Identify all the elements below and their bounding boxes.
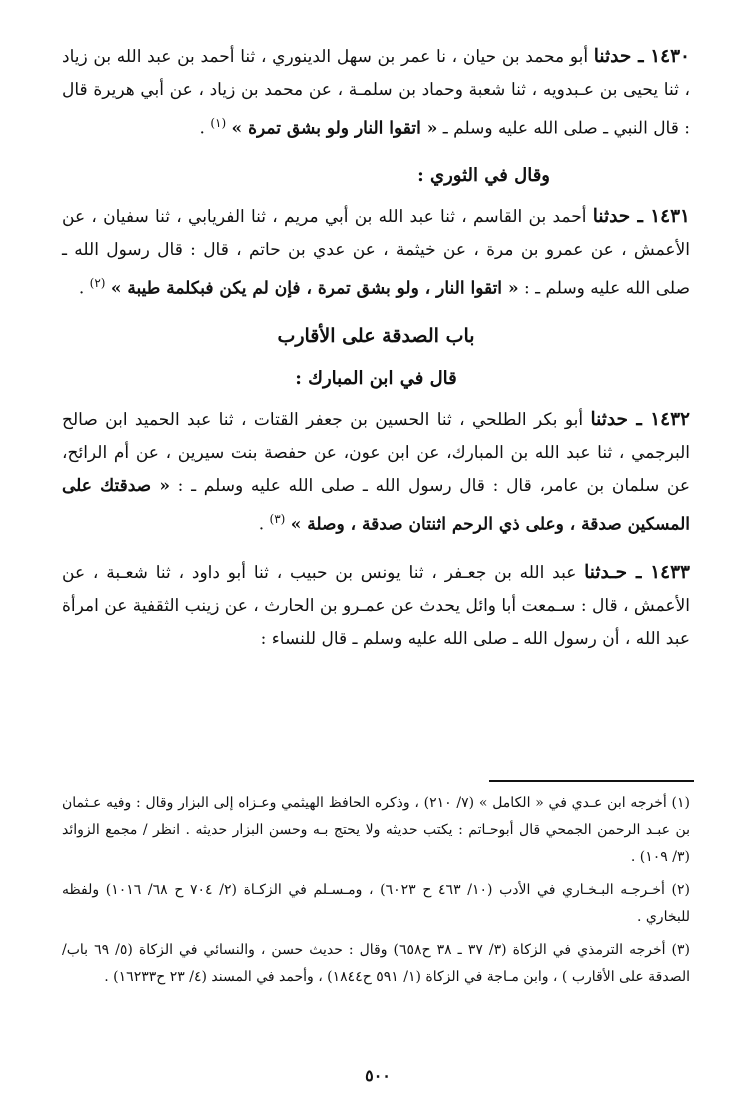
hadith-quote: « صدقتك على المسكين صدقة ، وعلى ذي الرحم اثنتان صدقة ، وصلة » — [62, 476, 690, 535]
footnote-ref: (٣) — [269, 512, 286, 527]
hadith-1432 — [62, 403, 690, 542]
footnote-1: (١) أخرجه ابن عـدي في « الكامل » (٧/ ٢١٠) ، وذكره الحافظ الهيثمي وعـزاه إلى البزار وقال : وفيه عـثمان بن عبـد الرحمن الجمحي قال أبوحـاتم : يكتب حديثه ولا يحتج بـه وحسن البزار حديثه . انظر / مجمع الزوائد (٣/ ١٠٩) . — [62, 795, 690, 865]
hadith-quote: « اتقوا النار ولو بشق تمرة » — [231, 118, 438, 139]
main-text — [62, 40, 690, 670]
hadith-end: . — [78, 278, 90, 299]
footnote-ref: (٢) — [89, 275, 106, 290]
hadith-text: عبد الله بن جعـفر ، ثنا يونس بن حبيب ، ثنا أبو داود ، ثنا شعـبة ، عن الأعمش ، قال : سـمعت أبا وائل يحدث عن عمـرو بن الحارث ، عن زينب الثقفية عن امرأة عبد الله ، أن رسول الله ـ صلى الله عليه وسلم ـ قال للنساء : — [62, 562, 690, 649]
hadith-end: . — [199, 118, 211, 139]
hadith-number: ١٤٣١ ـ حدثنا — [592, 205, 690, 227]
footnotes — [62, 790, 690, 997]
page-number: ٥٠٠ — [365, 1066, 391, 1085]
hadith-1433 — [62, 556, 690, 656]
section-heading-thawri: وقال في الثوري : — [417, 164, 550, 186]
footnote-divider — [489, 780, 694, 782]
hadith-text: أحمد بن القاسم ، ثنا عبد الله بن أبي مريم ، ثنا الفريابي ، ثنا سفيان ، عن الأعمش ، عن عمرو بن مرة ، عن خيثمة ، عن عدي بن حاتم ، قال : قال رسول الله ـ صلى الله عليه وسلم ـ : — [62, 206, 690, 299]
hadith-number: ١٤٣٣ ـ حـدثنا — [584, 561, 690, 583]
hadith-number: ١٤٣٠ ـ حدثنا — [593, 46, 690, 67]
footnote-2: (٢) أخـرجـه البـخـاري في الأدب (١٠/ ٤٦٣ ح ٦٠٢٣) ، ومـسـلم في الزكـاة (٢/ ٧٠٤ ح ٦٨/ ١٠١٦) ولفظه للبخاري . — [62, 882, 691, 925]
hadith-number: ١٤٣٢ ـ حدثنا — [590, 409, 690, 431]
hadith-text: أبو محمد بن حيان ، نا عمر بن سهل الدينوري ، ثنا أحمد بن عبد الله بن زياد ، ثنا يحيى بن عـبدويه ، ثنا شعبة وحماد بن سلمـة ، عن محمد بن زياد ، عن أبي هريرة قال : قال النبي ـ صلى الله عليه وسلم ـ — [62, 47, 690, 139]
section-heading-mubarak: قال في ابن المبارك : — [295, 368, 457, 390]
chapter-title: باب الصدقة على الأقارب — [277, 325, 475, 348]
hadith-1430 — [62, 40, 690, 146]
footnote-3: (٣) أخرجه الترمذي في الزكاة (٣/ ٣٧ ـ ٣٨ ح٦٥٨) وقال : حديث حسن ، والنسائي في الزكاة (٥/ ٦٩ باب/الصدقة على الأقارب ) ، وابن مـاجة في الزكاة (١/ ٥٩١ ح١٨٤٤) ، وأحمد في المسند (٤/ ٢٣ ح١٦٢٣٣) . — [62, 942, 690, 985]
hadith-1431 — [62, 200, 690, 306]
hadith-end: . — [258, 514, 270, 535]
hadith-quote: « اتقوا النار ، ولو بشق تمرة ، فإن لم يكن فبكلمة طيبة » — [110, 278, 519, 299]
footnote-ref: (١) — [210, 116, 227, 130]
hadith-text: أبو بكر الطلحي ، ثنا الحسين بن جعفر القتات ، ثنا عبد الحميد ابن صالح البرجمي ، ثنا عبد الله بن المبارك، عن ابن عون، عن حفصة بنت سيرين ، عن أم الرائح، عن سلمان بن عامر، قال : قال رسول الله ـ صلى الله عليه وسلم ـ : — [62, 410, 690, 497]
